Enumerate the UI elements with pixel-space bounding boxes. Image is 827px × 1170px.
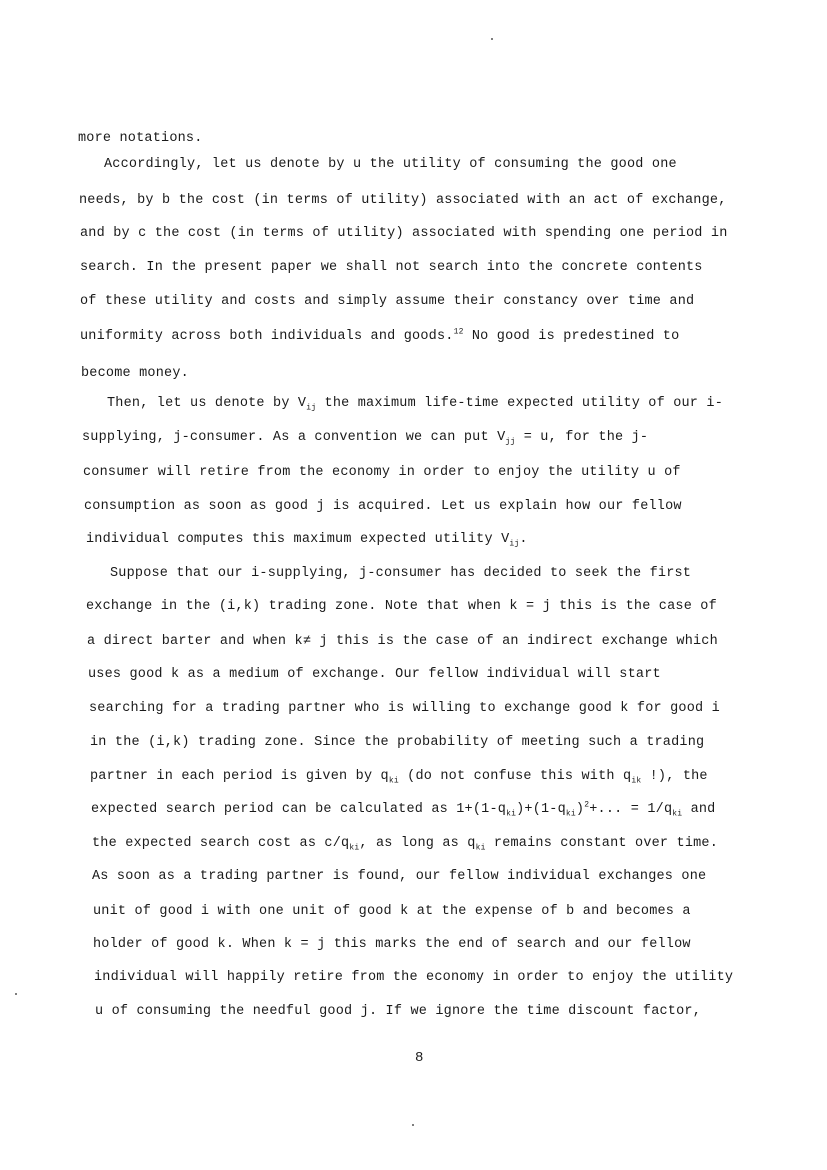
text-line: consumer will retire from the economy in order to enjoy the utility u of (83, 465, 681, 480)
text-line: partner in each period is given by $q_{ki}$ (do not confuse this with $q_{ik}$ !), the (90, 769, 708, 786)
scan-speck (15, 993, 17, 995)
scan-speck (491, 38, 493, 40)
footnote-marker: 12 (453, 327, 464, 337)
text-line: a direct barter and when k≠ j this is the case of an indirect exchange which (87, 634, 718, 649)
text-line: supplying, j-consumer. As a convention we can put $V_{jj} = u$, for the j- (82, 430, 649, 447)
text-line: Then, let us denote by $V_{ij}$ the maximum life-time expected utility of our i- (107, 396, 724, 413)
text-line: holder of good k. When k = j this marks the end of search and our fellow (93, 937, 691, 952)
text-line: in the (i,k) trading zone. Since the probability of meeting such a trading (90, 735, 705, 750)
text-line: of these utility and costs and simply assume their constancy over time and (80, 294, 695, 309)
text-line: search. In the present paper we shall not search into the concrete contents (80, 260, 703, 275)
text-line: u of consuming the needful good j. If we ignore the time discount factor, (95, 1004, 701, 1019)
text-line: uses good k as a medium of exchange. Our fellow individual will start (88, 667, 661, 682)
text-line: individual will happily retire from the economy in order to enjoy the utility (94, 970, 734, 985)
text-line: uniformity across both individuals and goods.$^{12}$ No good is predestined to (80, 327, 680, 344)
text-line: needs, by b the cost (in terms of utility) associated with an act of exchange, (79, 193, 727, 208)
text-line: Suppose that our i-supplying, j-consumer has decided to seek the first (110, 566, 692, 581)
text-line: become money. (81, 366, 189, 381)
scan-speck (412, 1124, 414, 1126)
text-line: more notations. (78, 131, 203, 146)
text-line: searching for a trading partner who is willing to exchange good k for good i (89, 701, 720, 716)
page-number: 8 (415, 1050, 424, 1066)
text-line: unit of good i with one unit of good k at the expense of b and becomes a (93, 904, 691, 919)
text-line: expected search period can be calculated as $1+(1-q_{ki})+(1-q_{ki})^2+$... = $1/q_{ki}$ and (91, 800, 716, 819)
text-line: and by c the cost (in terms of utility) associated with spending one period in (80, 226, 728, 241)
text-line: As soon as a trading partner is found, our fellow individual exchanges one (92, 869, 707, 884)
text-line: the expected search cost as $c/q_{ki}$, as long as $q_{ki}$ remains constant over time. (92, 836, 719, 853)
text-line: exchange in the (i,k) trading zone. Note that when k = j this is the case of (86, 599, 717, 614)
text-line: consumption as soon as good j is acquired. Let us explain how our fellow (84, 499, 682, 514)
text-line: individual computes this maximum expected utility $V_{ij}$. (86, 532, 528, 549)
text-line: Accordingly, let us denote by u the utility of consuming the good one (104, 157, 677, 172)
